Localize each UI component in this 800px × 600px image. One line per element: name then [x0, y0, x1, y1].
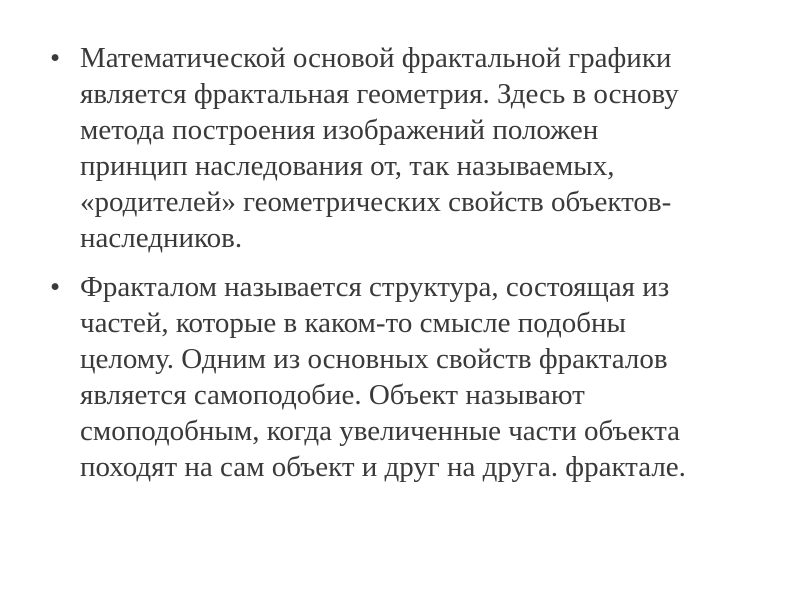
text-line: наследников.	[80, 222, 243, 254]
text-line: целому. Одним из основных свойств фракталов	[80, 343, 668, 375]
text-line: метода построения изображений положен	[80, 114, 599, 146]
text-line: является самоподобие. Объект называют	[80, 379, 585, 411]
bullet-item-math-basis	[40, 40, 760, 256]
bullet-marker: •	[50, 42, 61, 74]
text-line: Фракталом называется структура, состоящая из	[80, 271, 670, 303]
text-line: принцип наследования от, так называемых,	[80, 150, 615, 182]
text-line: частей, которые в каком-то смысле подобны	[80, 307, 626, 339]
text-line: смоподобным, когда увеличенные части объекта	[80, 415, 680, 447]
text-line: походят на сам объект и друг на друга. фрактале.	[80, 451, 686, 483]
text-line: Математической основой фрактальной графики	[80, 42, 672, 74]
bullet-marker: •	[50, 271, 61, 303]
bullet-list	[40, 40, 760, 485]
text-line: «родителей» геометрических свойств объектов-	[80, 186, 672, 218]
bullet-item-fractal-definition	[40, 269, 760, 485]
text-line: является фрактальная геометрия. Здесь в основу	[80, 78, 679, 110]
